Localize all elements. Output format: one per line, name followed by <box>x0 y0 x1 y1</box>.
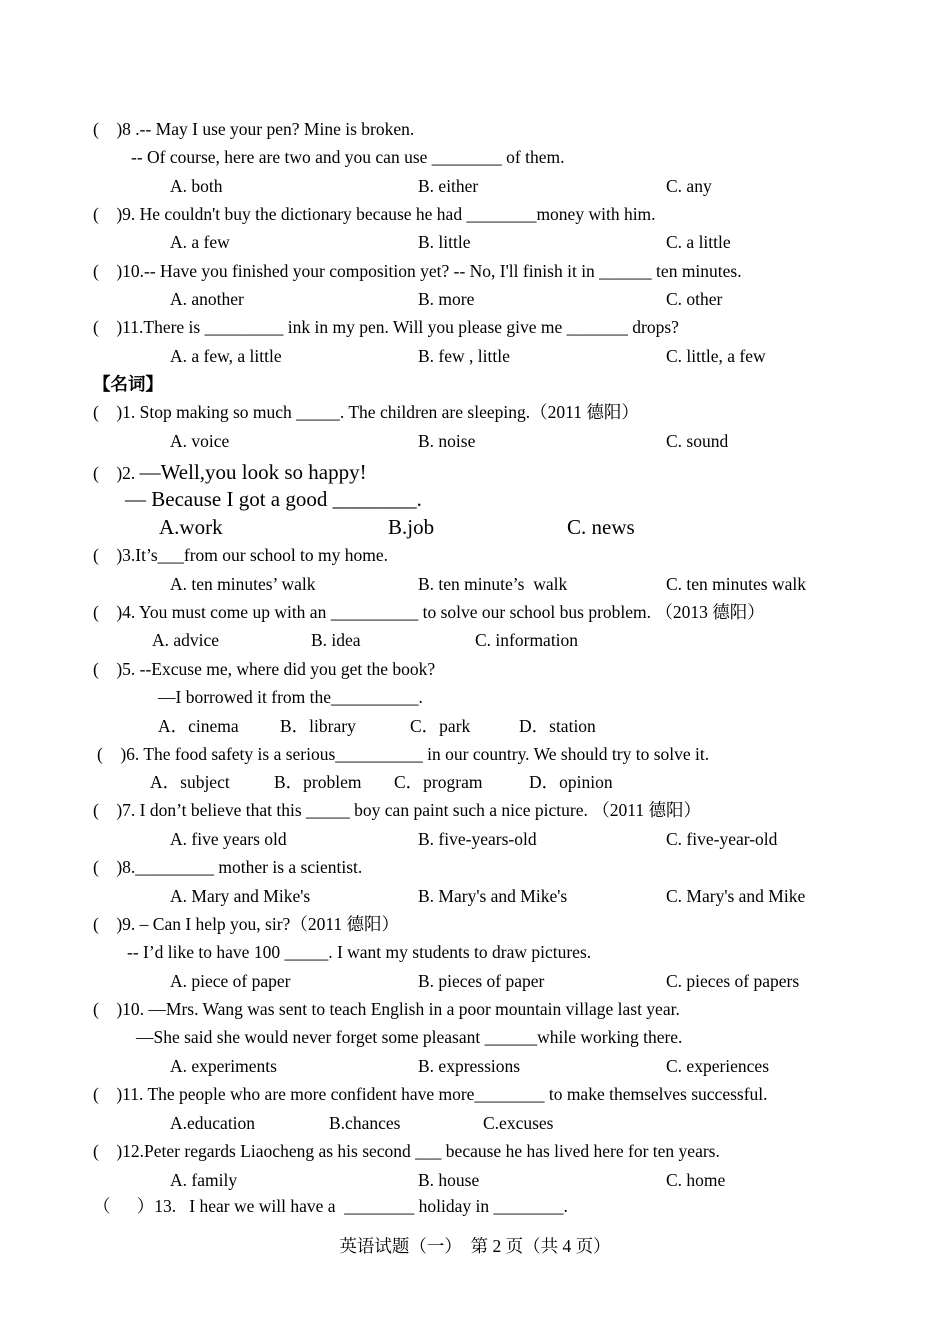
question-stem: ( )7. I don’t believe that this _____ boy can paint such a nice picture. （2011 德阳） <box>93 800 701 820</box>
option-d: D．opinion <box>529 772 613 792</box>
option-b: B. idea <box>311 630 361 650</box>
question-stem: ( )12.Peter regards Liaocheng as his second ___ because he has lived here for ten years. <box>93 1141 720 1161</box>
option-c: C. news <box>567 515 635 539</box>
option-b: B. ten minute’s walk <box>418 574 568 594</box>
question-stem-big: —Well,you look so happy! <box>139 460 367 484</box>
option-c: C. pieces of papers <box>666 971 800 991</box>
option-a: A. five years old <box>170 829 287 849</box>
option-b: B. expressions <box>418 1056 521 1076</box>
question-stem: ( )6. The food safety is a serious__________ in our country. We should try to solve it. <box>97 744 710 764</box>
option-a: A.work <box>159 515 223 539</box>
question-stem: ( )10. —Mrs. Wang was sent to teach English in a poor mountain village last year. <box>93 999 680 1019</box>
option-c: C. little, a few <box>666 346 766 366</box>
question-stem: ( )3.It’s___from our school to my home. <box>93 545 389 565</box>
question-stem: ( )9. He couldn't buy the dictionary because he had ________money with him. <box>93 204 656 224</box>
question-stem: ( )10.-- Have you finished your composition yet? -- No, I'll finish it in ______ ten minutes. <box>93 261 742 281</box>
question-stem: ( )8._________ mother is a scientist. <box>93 857 363 877</box>
option-a: A. family <box>170 1170 238 1190</box>
option-d: D．station <box>519 716 596 736</box>
option-c: C. home <box>666 1170 726 1190</box>
option-b: B. five-years-old <box>418 829 537 849</box>
section-title: 【名词】 <box>93 374 163 394</box>
question-stem: （ ）13. I hear we will have a ________ holiday in ________. <box>93 1196 568 1216</box>
option-b: B. either <box>418 176 479 196</box>
question-stem-continued: — Because I got a good ________. <box>125 487 422 511</box>
question-stem: ( )11. The people who are more confident have more________ to make themselves successful. <box>93 1084 768 1104</box>
option-a: A. advice <box>152 630 220 650</box>
question-stem-continued: —I borrowed it from the__________. <box>158 687 423 707</box>
option-c: C．park <box>410 716 471 736</box>
option-c: C. ten minutes walk <box>666 574 806 594</box>
question-stem: ( )5. --Excuse me, where did you get the book? <box>93 659 436 679</box>
question-stem: ( )11.There is _________ ink in my pen. Will you please give me _______ drops? <box>93 317 679 337</box>
option-b: B. Mary's and Mike's <box>418 886 568 906</box>
option-a: A. a few <box>170 232 230 252</box>
option-a: A．subject <box>150 772 230 792</box>
question-stem-continued: -- I’d like to have 100 _____. I want my students to draw pictures. <box>127 942 592 962</box>
option-b: B. noise <box>418 431 476 451</box>
option-c: C. experiences <box>666 1056 770 1076</box>
question-stem-continued: -- Of course, here are two and you can use ________ of them. <box>131 147 565 167</box>
question-stem: ( )1. Stop making so much _____. The children are sleeping.（2011 德阳） <box>93 402 639 422</box>
option-a: A．cinema <box>158 716 239 736</box>
option-c: C. other <box>666 289 723 309</box>
question-stem-continued: —She said she would never forget some pleasant ______while working there. <box>136 1027 683 1047</box>
option-b: B．library <box>280 716 356 736</box>
option-b: B.job <box>388 515 435 539</box>
page-footer: 英语试题（一） 第 2 页（共 4 页） <box>339 1236 611 1256</box>
option-b: B. house <box>418 1170 480 1190</box>
option-a: A. Mary and Mike's <box>170 886 311 906</box>
option-b: B. little <box>418 232 471 252</box>
option-c: C．program <box>394 772 483 792</box>
option-a: A. voice <box>170 431 230 451</box>
option-c: C. five-year-old <box>666 829 778 849</box>
question-stem <box>93 460 367 484</box>
option-a: A. a few, a little <box>170 346 282 366</box>
option-a: A. piece of paper <box>170 971 291 991</box>
option-b: B．problem <box>274 772 362 792</box>
option-a: A. another <box>170 289 244 309</box>
option-a: A.education <box>170 1113 256 1133</box>
option-c: C. Mary's and Mike <box>666 886 806 906</box>
option-c: C. information <box>475 630 579 650</box>
option-c: C. any <box>666 176 712 196</box>
option-c: C. a little <box>666 232 731 252</box>
option-b: B.chances <box>329 1113 401 1133</box>
option-c: C. sound <box>666 431 729 451</box>
option-a: A. both <box>170 176 223 196</box>
question-number: ( )2. <box>93 463 140 483</box>
option-b: B. pieces of paper <box>418 971 545 991</box>
question-stem: ( )8 .-- May I use your pen? Mine is broken. <box>93 119 415 139</box>
question-stem: ( )9. – Can I help you, sir?（2011 德阳） <box>93 914 400 934</box>
option-b: B. more <box>418 289 475 309</box>
option-a: A. experiments <box>170 1056 277 1076</box>
option-a: A. ten minutes’ walk <box>170 574 316 594</box>
option-b: B. few , little <box>418 346 510 366</box>
question-stem: ( )4. You must come up with an __________ to solve our school bus problem. （2013 德阳） <box>93 602 765 622</box>
option-c: C.excuses <box>483 1113 554 1133</box>
